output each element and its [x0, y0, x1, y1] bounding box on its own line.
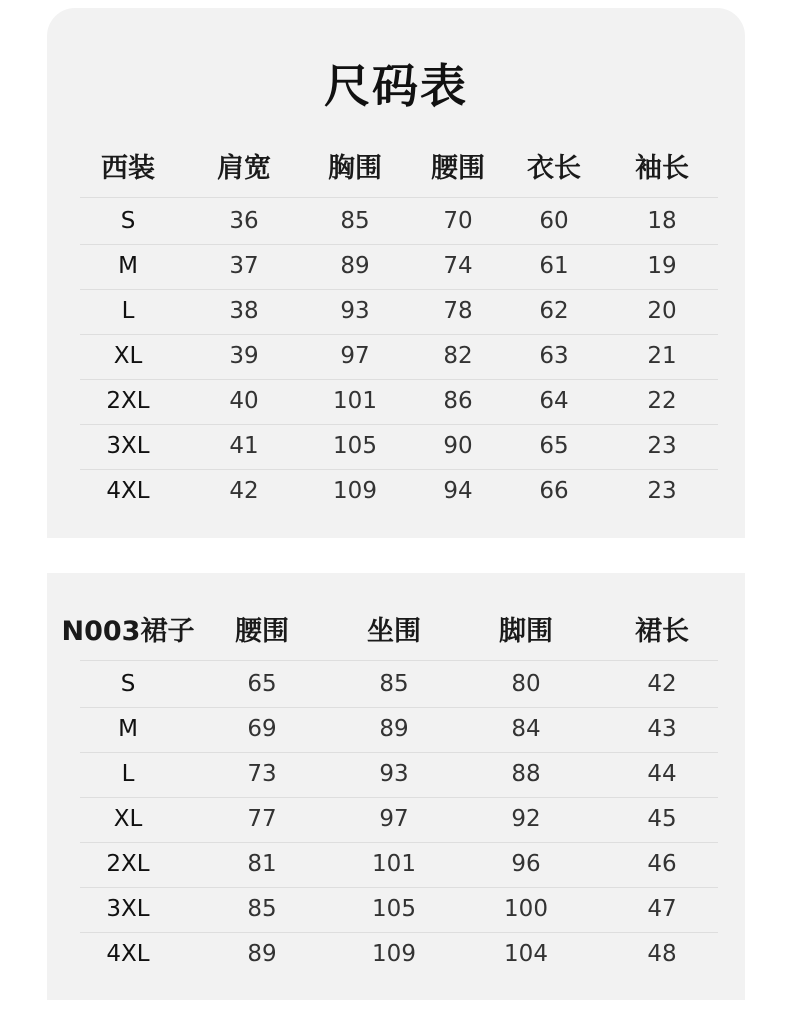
table-cell: 105 [372, 896, 416, 922]
size-label: 2XL [106, 851, 150, 877]
table-cell: 97 [340, 343, 370, 369]
row-divider [80, 244, 718, 245]
column-header: N003裙子 [61, 616, 195, 647]
table-cell: 42 [647, 671, 677, 697]
table-cell: 89 [340, 253, 370, 279]
table-cell: 80 [511, 671, 541, 697]
table-cell: 23 [647, 433, 677, 459]
row-divider [80, 289, 718, 290]
skirt-size-card [47, 573, 745, 1000]
table-cell: 89 [379, 716, 409, 742]
row-divider [80, 707, 718, 708]
table-cell: 60 [539, 208, 569, 234]
column-header: 西装 [101, 153, 155, 184]
column-header: 腰围 [235, 616, 289, 647]
column-header: 腰围 [431, 153, 485, 184]
size-label: S [120, 671, 136, 697]
table-cell: 41 [229, 433, 259, 459]
table-cell: 42 [229, 478, 259, 504]
table-cell: 77 [247, 806, 277, 832]
table-cell: 86 [443, 388, 473, 414]
column-header: 衣长 [527, 153, 581, 184]
table-cell: 40 [229, 388, 259, 414]
table-cell: 101 [372, 851, 416, 877]
table-cell: 43 [647, 716, 677, 742]
table-cell: 85 [247, 896, 277, 922]
table-cell: 93 [379, 761, 409, 787]
row-divider [80, 469, 718, 470]
table-cell: 21 [647, 343, 677, 369]
row-divider [80, 797, 718, 798]
size-label: L [121, 761, 135, 787]
table-cell: 47 [647, 896, 677, 922]
suit-size-card [47, 8, 745, 538]
size-label: XL [113, 343, 143, 369]
column-header: 肩宽 [217, 153, 271, 184]
row-divider [80, 334, 718, 335]
table-cell: 85 [379, 671, 409, 697]
table-cell: 96 [511, 851, 541, 877]
size-label: 4XL [106, 941, 150, 967]
table-cell: 93 [340, 298, 370, 324]
size-chart-title: 尺码表 [324, 59, 468, 113]
table-cell: 109 [372, 941, 416, 967]
table-cell: 19 [647, 253, 677, 279]
table-cell: 20 [647, 298, 677, 324]
size-label: 2XL [106, 388, 150, 414]
table-cell: 18 [647, 208, 677, 234]
size-label: 4XL [106, 478, 150, 504]
table-cell: 38 [229, 298, 259, 324]
table-cell: 94 [443, 478, 473, 504]
table-cell: 78 [443, 298, 473, 324]
table-cell: 109 [333, 478, 377, 504]
table-cell: 84 [511, 716, 541, 742]
table-cell: 39 [229, 343, 259, 369]
table-cell: 101 [333, 388, 377, 414]
table-cell: 65 [539, 433, 569, 459]
table-cell: 46 [647, 851, 677, 877]
row-divider [80, 379, 718, 380]
table-cell: 36 [229, 208, 259, 234]
table-cell: 44 [647, 761, 677, 787]
table-cell: 61 [539, 253, 569, 279]
table-cell: 74 [443, 253, 473, 279]
size-label: M [118, 253, 138, 279]
row-divider [80, 424, 718, 425]
column-header: 脚围 [499, 616, 553, 647]
table-cell: 65 [247, 671, 277, 697]
size-label: L [121, 298, 135, 324]
row-divider [80, 887, 718, 888]
table-cell: 64 [539, 388, 569, 414]
table-cell: 105 [333, 433, 377, 459]
column-header: 袖长 [635, 153, 689, 184]
row-divider [80, 660, 718, 661]
table-cell: 70 [443, 208, 473, 234]
row-divider [80, 842, 718, 843]
table-cell: 22 [647, 388, 677, 414]
size-label: M [118, 716, 138, 742]
row-divider [80, 197, 718, 198]
table-cell: 81 [247, 851, 277, 877]
table-cell: 37 [229, 253, 259, 279]
table-cell: 69 [247, 716, 277, 742]
table-cell: 88 [511, 761, 541, 787]
table-cell: 62 [539, 298, 569, 324]
column-header: 坐围 [367, 616, 421, 647]
table-cell: 73 [247, 761, 277, 787]
table-cell: 66 [539, 478, 569, 504]
table-cell: 85 [340, 208, 370, 234]
row-divider [80, 752, 718, 753]
size-label: 3XL [106, 896, 150, 922]
column-header: 胸围 [328, 153, 382, 184]
table-cell: 82 [443, 343, 473, 369]
size-label: S [120, 208, 136, 234]
table-cell: 104 [504, 941, 548, 967]
table-cell: 92 [511, 806, 541, 832]
table-cell: 48 [647, 941, 677, 967]
table-cell: 97 [379, 806, 409, 832]
table-cell: 45 [647, 806, 677, 832]
table-cell: 63 [539, 343, 569, 369]
table-cell: 23 [647, 478, 677, 504]
size-label: XL [113, 806, 143, 832]
table-cell: 90 [443, 433, 473, 459]
size-label: 3XL [106, 433, 150, 459]
row-divider [80, 932, 718, 933]
column-header: 裙长 [635, 616, 689, 647]
table-cell: 89 [247, 941, 277, 967]
table-cell: 100 [504, 896, 548, 922]
